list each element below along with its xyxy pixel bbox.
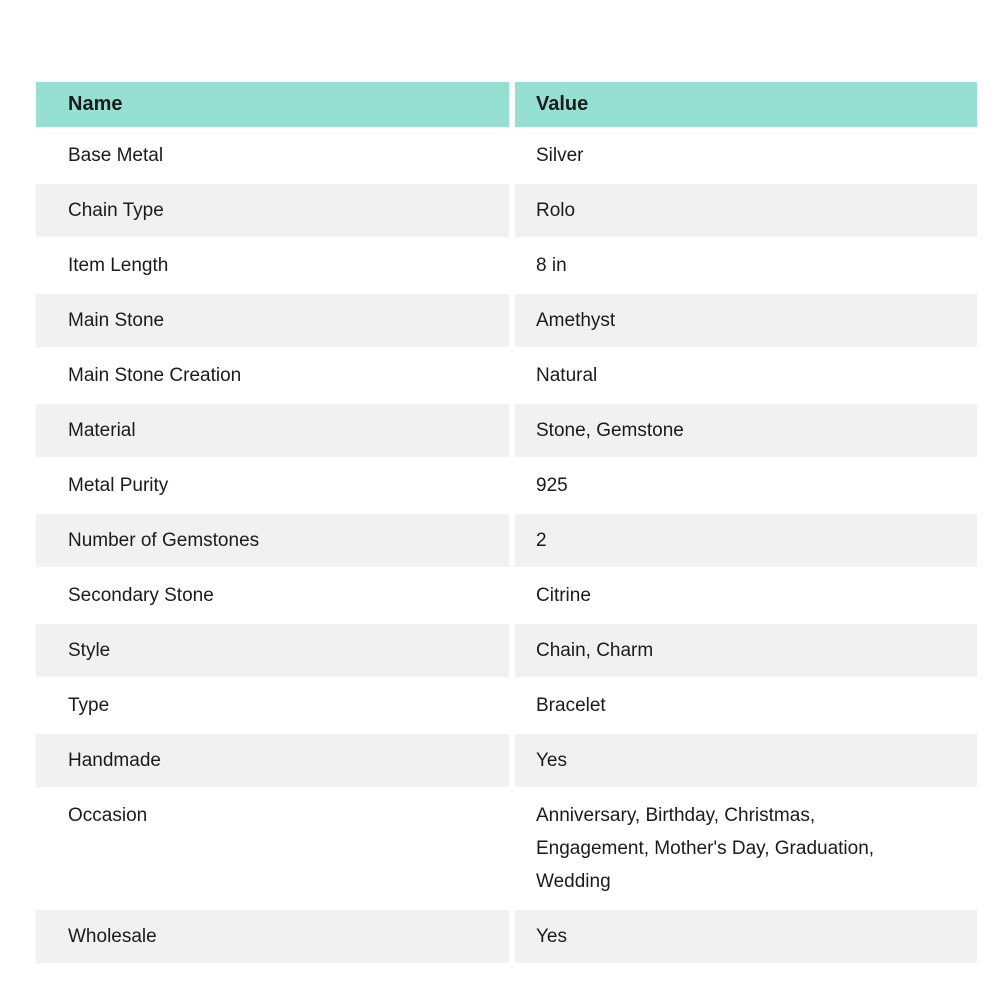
table-row	[36, 678, 977, 733]
table-row	[36, 238, 977, 293]
attribute-value-cell: Bracelet	[512, 678, 977, 733]
table-header	[36, 81, 977, 128]
table-row	[36, 733, 977, 788]
column-header-name: Name	[36, 81, 512, 128]
table-row	[36, 458, 977, 513]
attribute-name-cell: Base Metal	[36, 128, 512, 183]
attribute-value-cell: Yes	[512, 909, 977, 964]
table-row	[36, 623, 977, 678]
attribute-name-cell: Secondary Stone	[36, 568, 512, 623]
attribute-name-cell: Metal Purity	[36, 458, 512, 513]
attribute-value-cell: Rolo	[512, 183, 977, 238]
attribute-value-cell: Stone, Gemstone	[512, 403, 977, 458]
table-row	[36, 348, 977, 403]
table-row	[36, 788, 977, 909]
attribute-value-cell: 2	[512, 513, 977, 568]
attribute-name-cell: Chain Type	[36, 183, 512, 238]
attribute-name-cell: Wholesale	[36, 909, 512, 964]
attribute-value-cell: Anniversary, Birthday, Christmas, Engagement, Mother's Day, Graduation, Wedding	[512, 788, 977, 909]
attribute-name-cell: Main Stone	[36, 293, 512, 348]
table-row	[36, 403, 977, 458]
attribute-value-cell: Yes	[512, 733, 977, 788]
attribute-value-cell: Amethyst	[512, 293, 977, 348]
table-body	[36, 128, 977, 964]
table-header-row	[36, 81, 977, 128]
attribute-name-cell: Type	[36, 678, 512, 733]
attribute-name-cell: Style	[36, 623, 512, 678]
table-row	[36, 183, 977, 238]
attribute-value-cell: 8 in	[512, 238, 977, 293]
attribute-value-cell: Silver	[512, 128, 977, 183]
attribute-value-cell: Citrine	[512, 568, 977, 623]
attribute-value-cell: 925	[512, 458, 977, 513]
column-header-value: Value	[512, 81, 977, 128]
table-row	[36, 128, 977, 183]
attribute-value-cell: Chain, Charm	[512, 623, 977, 678]
attribute-name-cell: Item Length	[36, 238, 512, 293]
item-specifics-table	[36, 80, 977, 965]
attribute-name-cell: Handmade	[36, 733, 512, 788]
table-row	[36, 513, 977, 568]
table-row	[36, 568, 977, 623]
attribute-value-cell: Natural	[512, 348, 977, 403]
attribute-name-cell: Occasion	[36, 788, 512, 909]
attribute-name-cell: Number of Gemstones	[36, 513, 512, 568]
attribute-name-cell: Material	[36, 403, 512, 458]
attribute-name-cell: Main Stone Creation	[36, 348, 512, 403]
table-row	[36, 909, 977, 964]
table-row	[36, 293, 977, 348]
